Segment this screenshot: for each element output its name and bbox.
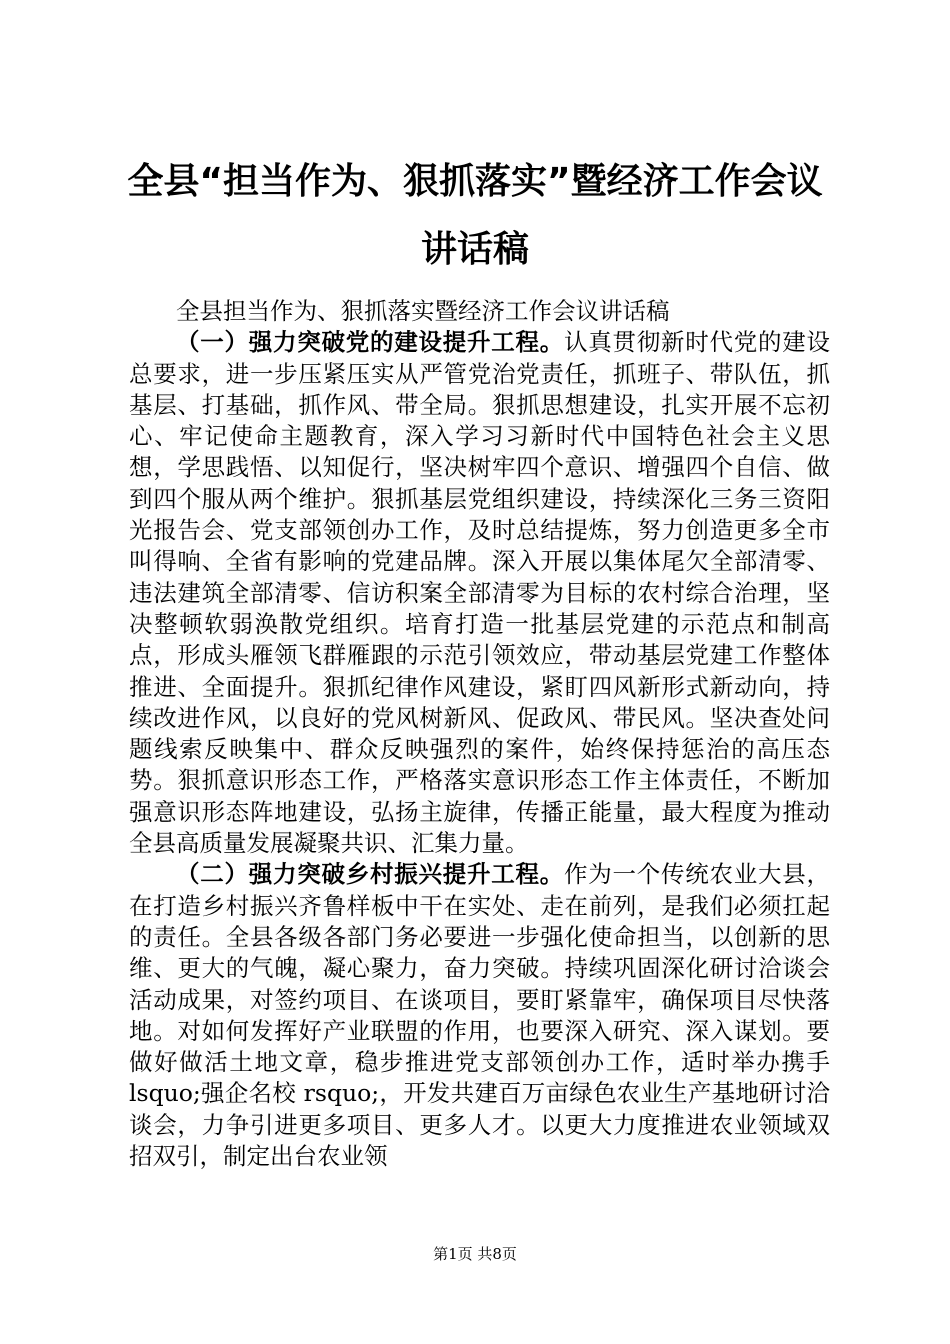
document-title-line1: 全县“担当作为、狠抓落实”暨经济工作会议 [127, 161, 823, 202]
section-text-2: 作为一个传统农业大县，在打造乡村振兴齐鲁样板中干在实处、走在前列，是我们必须扛起的责任。全县各级各部门务必要进一步强化使命担当，以创新的思维、更大的气魄，凝心聚力，奋力突破。持续巩固深化研讨洽谈会活动成果，对签约项目、在谈项目，要盯紧靠牢，确保项目尽快落地。对如何发挥好产业联盟的作用，也要深入研究、深入谋划。要做好做活土地文章，稳步推进党支部领创办工作，适时举办携手 lsquo;强企名校 rsquo;，开发共建百万亩绿色农业生产基地研讨洽谈会，力争引进更多项目、更多人才。以更大力度推进农业领域双招双引，制定出台农业领 [129, 860, 830, 1171]
document-subtitle: 全县担当作为、狠抓落实暨经济工作会议讲话稿 [176, 297, 670, 325]
section-heading-2: （二）强力突破乡村振兴提升工程。 [176, 860, 564, 889]
page-number-footer: 第1页 共8页 [433, 1245, 517, 1263]
section-paragraph-2 [129, 859, 830, 1172]
document-body [129, 296, 830, 1172]
document-title-line2: 讲话稿 [420, 229, 529, 270]
section-text-1: 认真贯彻新时代党的建设总要求，进一步压紧压实从严管党治党责任，抓班子、带队伍，抓基层、打基础，抓作风、带全局。狠抓思想建设，扎实开展不忘初心、牢记使命主题教育，深入学习习新时代中国特色社会主义思想，学思践悟、以知促行，坚决树牢四个意识、增强四个自信、做到四个服从两个维护。狠抓基层党组织建设，持续深化三务三资阳光报告会、党支部领创办工作，及时总结提炼，努力创造更多全市叫得响、全省有影响的党建品牌。深入开展以集体尾欠全部清零、违法建筑全部清零、信访积案全部清零为目标的农村综合治理，坚决整顿软弱涣散党组织。培育打造一批基层党建的示范点和制高点，形成头雁领飞群雁跟的示范引领效应，带动基层党建工作整体推进、全面提升。狠抓纪律作风建设，紧盯四风新形式新动向，持续改进作风，以良好的党风树新风、促政风、带民风。坚决查处问题线索反映集中、群众反映强烈的案件，始终保持惩治的高压态势。狠抓意识形态工作，严格落实意识形态工作主体责任，不断加强意识形态阵地建设，弘扬主旋律，传播正能量，最大程度为推动全县高质量发展凝聚共识、汇集力量。 [129, 328, 830, 858]
section-heading-1: （一）强力突破党的建设提升工程。 [176, 328, 564, 357]
section-paragraph-1 [129, 327, 830, 859]
